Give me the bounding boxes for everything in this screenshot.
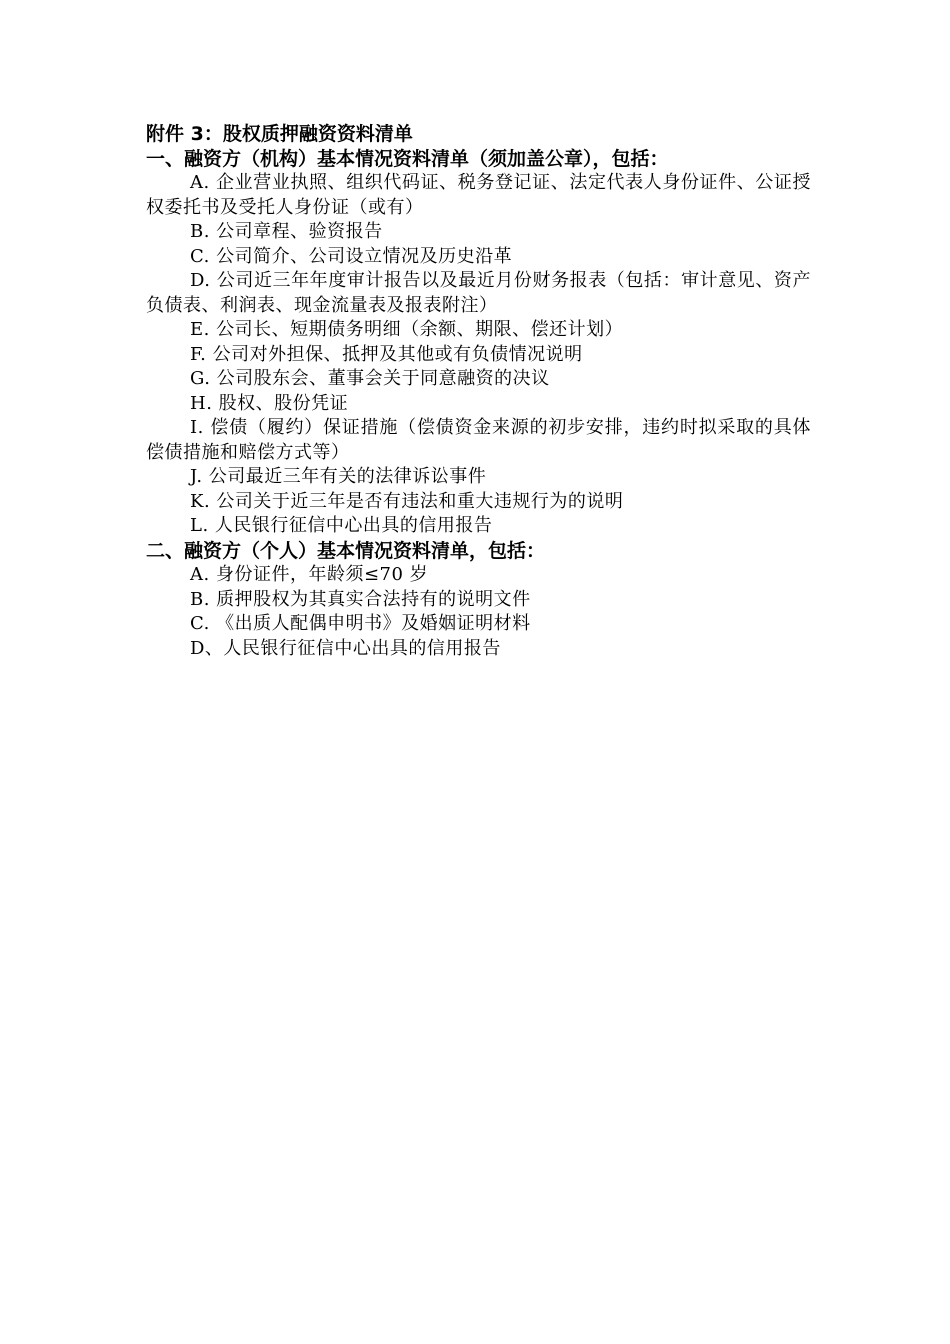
list-item: E. 公司长、短期债务明细（余额、期限、偿还计划） xyxy=(190,319,624,340)
list-item: H. 股权、股份凭证 xyxy=(190,392,349,414)
list-item: L. 人民银行征信中心出具的信用报告 xyxy=(190,515,493,536)
document-body xyxy=(146,122,811,661)
list-item: K. 公司关于近三年是否有违法和重大违规行为的说明 xyxy=(190,490,624,512)
list-item: J. 公司最近三年有关的法律诉讼事件 xyxy=(190,466,487,487)
list-item: B. 质押股权为其真实合法持有的说明文件 xyxy=(190,588,531,610)
document-title: 附件 3：股权质押融资资料清单 xyxy=(146,123,413,145)
section-heading-individual: 二、融资方（个人）基本情况资料清单，包括： xyxy=(146,539,546,562)
list-item: C. 公司简介、公司设立情况及历史沿革 xyxy=(190,245,513,267)
list-item: B. 公司章程、验资报告 xyxy=(190,221,383,242)
section-heading-institution: 一、融资方（机构）基本情况资料清单（须加盖公章），包括： xyxy=(146,147,669,170)
list-item: A. 身份证件，年龄须≤70 岁 xyxy=(190,564,429,585)
list-item: D、人民银行征信中心出具的信用报告 xyxy=(190,637,501,659)
list-item: I. 偿债（履约）保证措施（偿债资金来源的初步安排，违约时拟采取的具体偿债措施和赔偿方式等） xyxy=(146,417,811,463)
list-item: C. 《出质人配偶申明书》及婚姻证明材料 xyxy=(190,613,531,634)
list-item: G. 公司股东会、董事会关于同意融资的决议 xyxy=(190,368,550,389)
list-item: F. 公司对外担保、抵押及其他或有负债情况说明 xyxy=(190,343,583,365)
list-item: A. 企业营业执照、组织代码证、税务登记证、法定代表人身份证件、公证授权委托书及受托人身份证（或有） xyxy=(146,172,811,218)
list-item: D. 公司近三年年度审计报告以及最近月份财务报表（包括：审计意见、资产负债表、利润表、现金流量表及报表附注） xyxy=(146,270,811,316)
